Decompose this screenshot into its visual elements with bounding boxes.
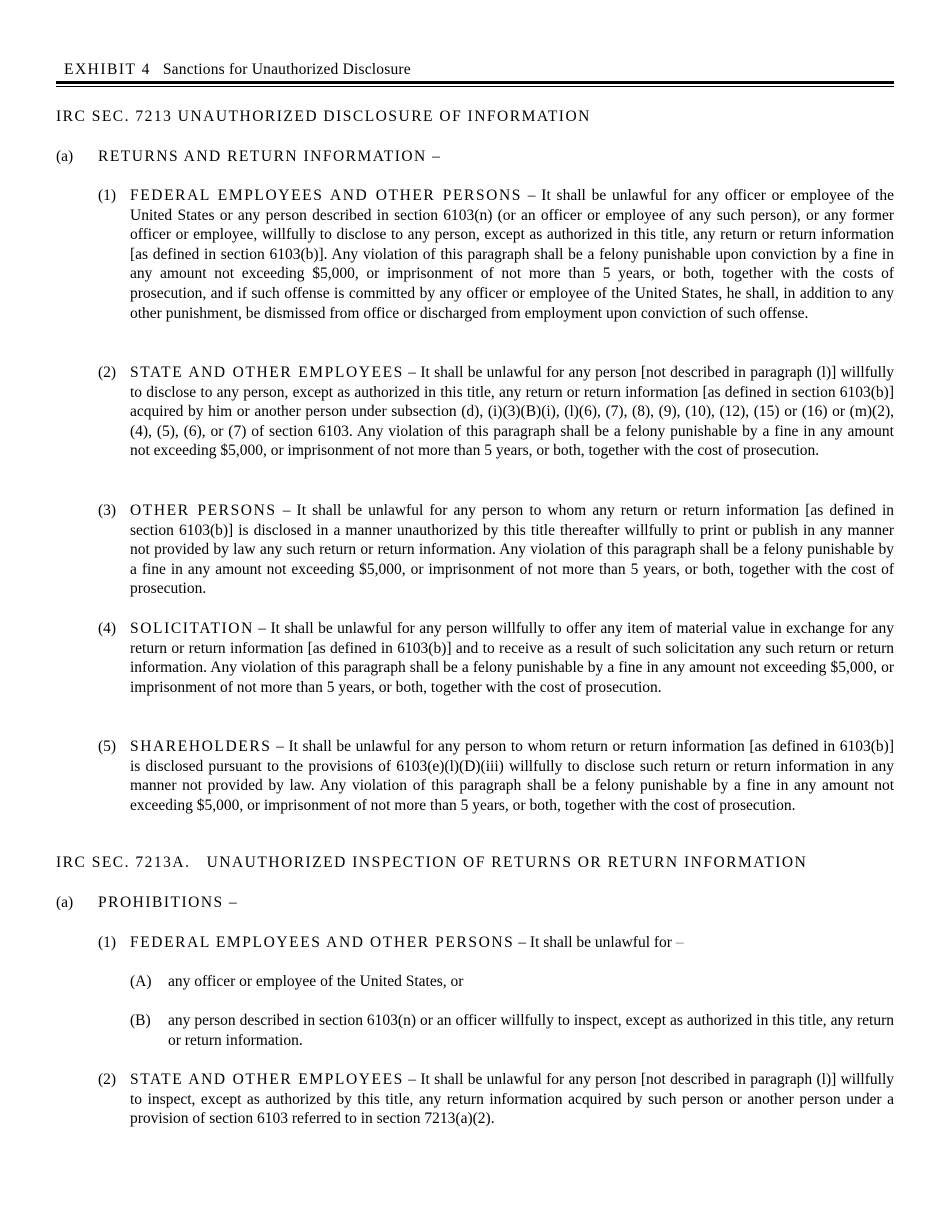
paragraph-number: (2) — [98, 364, 117, 381]
paragraph-heading: OTHER PERSONS — [130, 502, 277, 519]
item-label: (B) — [130, 1012, 151, 1029]
paragraph-7213-2 — [98, 363, 894, 461]
paragraph-7213-4 — [98, 619, 895, 697]
heading-dash: – — [514, 934, 530, 951]
paragraph-text: It shall be unlawful for any person to whom any return or return information [as defined in section 6103(b)] is disclosed in a manner unauthorized by this title thereafter willfully to print or publish in any manner not provided by law any such return or return information. Any violation of this paragraph shall be a felony punishable by a fine in any amount not exceeding $5,000, or imprisonment of not more than 5 years, or both, together with the cost of prosecution. — [130, 502, 894, 598]
header-rule-thick — [56, 81, 894, 84]
paragraph-heading: STATE AND OTHER EMPLOYEES — [130, 1071, 404, 1088]
exhibit-header — [64, 61, 411, 79]
paragraph-number: (5) — [98, 738, 117, 755]
heading-dash: – — [276, 502, 297, 519]
paragraph-number: (1) — [98, 934, 117, 951]
item-text: any person described in section 6103(n) or an officer willfully to inspect, except as authorized in this title, any return or return information. — [168, 1012, 894, 1049]
subsection-title: RETURNS AND RETURN INFORMATION – — [98, 148, 442, 165]
heading-dash: – — [403, 364, 421, 381]
paragraph-text: It shall be unlawful for any person [not described in paragraph (l)] willfully to inspect, except as authorized by this title, any return information acquired by such person or another person under a provision of section 6103 referred to in section 7213(a)(2). — [130, 1071, 894, 1128]
item-text: any officer or employee of the United States, or — [168, 973, 464, 990]
paragraph-heading: SHAREHOLDERS — [130, 738, 272, 755]
paragraph-text: It shall be unlawful for any person to whom return or return information [as defined in 6103(b)] is disclosed pursuant to the provisions of 6103(e)(l)(D)(iii) willfully to disclose such return or return information in any manner not provided by law. Any violation of this paragraph shall be a felony punishable by a fine in any amount not exceeding $5,000, or imprisonment of not more than 5 years, or both, together with the cost of prosecution. — [130, 738, 894, 814]
paragraph-7213-3 — [98, 501, 894, 599]
paragraph-7213-1 — [98, 186, 894, 323]
paragraph-text: It shall be unlawful for any person willfully to offer any item of material value in exchange for any return or return information [as defined in 6103(b)] and to receive as a result of such solicitation any such return or return information. Any violation of this paragraph shall be a felony punishable by a fine in any amount not exceeding $5,000, or imprisonment of not more than 5 years, or both, together with the cost of prosecution. — [130, 620, 895, 696]
paragraph-number: (1) — [98, 187, 117, 204]
paragraph-text: It shall be unlawful for any officer or employee of the United States or any person described in section 6103(n) (or an officer or employee of any such person), or any former officer or employee, willfully to disclose to any person, except as authorized in this title, any return or return information [as defined in section 6103(b)]. Any violation of this paragraph shall be a felony punishable upon conviction by a fine in any amount not exceeding $5,000, or imprisonment of not more than 5 years, or both, together with the costs of prosecution, and if such offense is committed by any officer or employee of the United States, he shall, in addition to any other punishment, be dismissed from office or discharged from employment upon conviction of such offense. — [130, 187, 894, 322]
subsection-title: PROHIBITIONS – — [98, 894, 239, 911]
paragraph-7213-5 — [98, 737, 894, 815]
item-label: (A) — [130, 973, 152, 990]
paragraph-heading: FEDERAL EMPLOYEES AND OTHER PERSONS — [130, 187, 522, 204]
heading-dash: – — [522, 187, 542, 204]
list-item-a — [130, 972, 894, 992]
exhibit-number: EXHIBIT 4 — [64, 61, 151, 78]
paragraph-number: (4) — [98, 620, 117, 637]
paragraph-text: It shall be unlawful for — [529, 934, 672, 951]
paragraph-7213a-2 — [98, 1070, 894, 1129]
paragraph-7213a-1 — [98, 933, 894, 953]
header-rule-thin — [56, 86, 894, 87]
heading-dash: – — [253, 620, 271, 637]
heading-dash: – — [271, 738, 289, 755]
paragraph-heading: FEDERAL EMPLOYEES AND OTHER PERSONS — [130, 934, 515, 951]
subsection-label: (a) — [56, 148, 74, 165]
paragraph-number: (2) — [98, 1071, 117, 1088]
trailing-dash: – — [671, 934, 684, 951]
paragraph-number: (3) — [98, 502, 117, 519]
subsection-label: (a) — [56, 894, 74, 911]
section-7213a-title: IRC SEC. 7213A. UNAUTHORIZED INSPECTION OF RETURNS OR RETURN INFORMATION — [56, 854, 808, 871]
exhibit-title: Sanctions for Unauthorized Disclosure — [162, 61, 411, 78]
paragraph-heading: SOLICITATION — [130, 620, 254, 637]
paragraph-text: It shall be unlawful for any person [not described in paragraph (l)] willfully to disclose to any person, except as authorized in this title, any return or return information [as defined in section 6103(b)] acquired by him or another person under subsection (d), (i)(3)(B)(i), (l)(6), (7), (8), (9), (10), (12), (15) or (16) or (m)(2), (4), (5), (6), or (7) of section 6103. Any violation of this paragraph shall be a felony punishable by a fine in any amount not exceeding $5,000, or imprisonment of not more than 5 years, or both, together with the cost of prosecution. — [130, 364, 894, 460]
list-item-b — [130, 1011, 894, 1050]
heading-dash: – — [403, 1071, 421, 1088]
paragraph-heading: STATE AND OTHER EMPLOYEES — [130, 364, 404, 381]
section-7213-title: IRC SEC. 7213 UNAUTHORIZED DISCLOSURE OF INFORMATION — [56, 108, 591, 125]
